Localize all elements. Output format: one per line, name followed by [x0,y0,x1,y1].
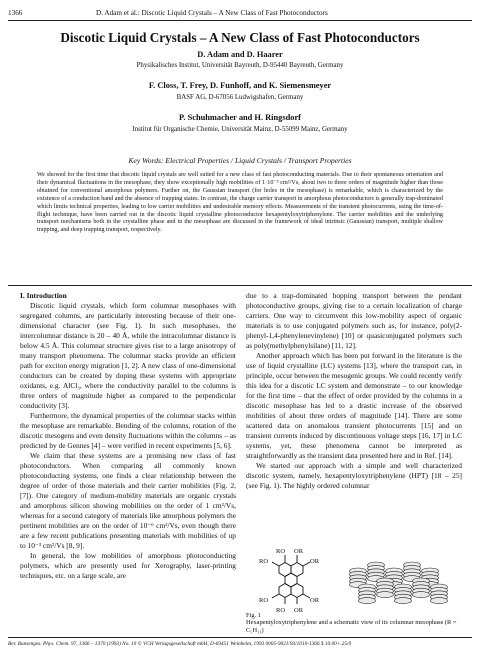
substituent-label: RO [276,548,286,555]
running-header [8,7,472,21]
columnar-mesophase-schematic [350,562,448,604]
author-group-1: D. Adam and D. Haarer [197,50,283,59]
affiliation-1: Physikalisches Institut, Universität Bayreuth, D-95440 Bayreuth, Germany [136,62,344,69]
section-heading: I. Introduction [20,291,67,300]
right-column [246,291,462,537]
journal-footer [8,641,472,647]
figure-label: Fig. 1 [246,612,261,619]
affiliation-2: BASF AG, D-67056 Ludwigshafen, Germany [176,94,304,101]
triphenylene-molecule [272,555,310,604]
figure-graphic [246,541,462,616]
paragraph: We started our approach with a simple and well characterized discotic system, namely, hexapentyloxytriphenylene (HPT) [18 – 25] (see Fig. 1). The highly ordered columnar [246,461,462,490]
left-column [20,291,236,581]
disc-mesogen [431,598,448,604]
paragraph: We claim that these systems are a promising new class of fast photoconductors. When comparing all commonly known photoconducting systems, one finds a clear relationship between the degree of order of those materials and their carrier mobilities (Fig. 2, [7]). One category of medium-mobility materials are organic crystals and amorphous silicon showing mobilities on the order of 1 cm²/Vs, whereas for a second category of materials like amorphous polymers the pertinent mobilities are on the order of 10⁻⁶ cm²/Vs, even though there are a few recent publications presenting materials with mobilities of up to 10⁻³ cm²/Vs [8, 9]. [20,451,236,550]
author-group-3: P. Schuhmacher and H. Ringsdorf [179,113,301,122]
substituent-label: OR [310,558,320,565]
section-divider [8,285,472,286]
paragraph: In general, the low mobilities of amorphous photoconducting polymers, which are presently used for Xerography, laser-printing techniques, etc. on a large scale, are [20,551,236,580]
affiliation-3: Institut für Organische Chemie, Universität Mainz, D-55099 Mainz, Germany [132,126,348,133]
substituent-label: OR [310,597,320,604]
page-number: 1366 [8,9,23,17]
running-title: D. Adam et al.: Discotic Liquid Crystals – A New Class of Fast Photoconductors [96,9,328,17]
substituent-label: RO [259,558,269,565]
header-rule [8,20,472,21]
footer-rule [8,637,472,638]
article-title: Discotic Liquid Crystals – A New Class of Fast Photoconductors [60,30,420,45]
abstract: We showed for the first time that discotic liquid crystals are well suited for a new class of fast photoconducting materials. Due to their spontaneous orientation and their dynamical fluctuations in the mesophase, they show exceptionally high mobilities of 1·10⁻³ cm²/Vs, about two to three orders of magnitude higher than those obtained for conventional amorphous polymers. Further on, the Gaussian transport (for holes in the mesophase) is remarkable, which is characterized by the existence of a conduction band and the absence of trapping states. In contrast, the charge carrier transport in amorphous photoconductors is generally trap-dominated which limits technical properties, leading to low carrier mobilities and undesirable memory effects. Measurements of the transient photocurrents, using the time-of-flight technique, have been carried out in the discotic liquid crystalline photoconductor hexapentyloxytriphenylene. The carrier mobilities and the underlying transport mechanisms both in the crystalline phase and in the mesophase are discussed in the framework of ideal intrinsic (Gaussian) transport, multiple shallow trapping, and deep trapping transport, respectively. [37,172,443,234]
figure-1 [246,541,462,616]
author-group-2: F. Closs, T. Frey, D. Funhoff, and K. Siemensmeyer [148,81,332,90]
figure-caption [246,612,466,634]
disc-mesogen [377,592,394,598]
keywords: Key Words: Electrical Properties / Liquid Crystals / Transport Properties [128,156,352,165]
paragraph: Furthermore, the dynamical properties of the columnar stacks within the mesophase are remarkable. Bending of the columns, rotation of the discotic mesogens and even density fluctuations within the columns – as predicted by de Gennes [4] – were verified in recent experiments [5, 6]. [20,411,236,450]
substituent-label: RO [276,607,286,614]
substituent-label: OR [294,607,304,614]
paragraph: due to a trap-dominated hopping transport between the pendant photoconductive groups, giving rise to a certain localization of charge carriers. One way to circumvent this low-mobility aspect of organic materials is to use conjugated polymers such as, for instance, poly(2-phenyl-1,4-phenylenevinylene) [10] or quasiconjugated polymers such as poly(methylphenylsilane) [11, 12]. [246,291,462,350]
paragraph: Discotic liquid crystals, which form columnar mesophases with segregated columns, are particularly interesting because of their one-dimensional character (see Fig. 1). In such mesophases, the intercolumnar distance is 20 – 40 Å, while the intracolumnar distance is below 4.5 Å. This columnar structure gives rise to a large anisotropy of many transport phenomena. The columnar stacks provide an efficient path for exciton energy migration [1, 2]. A new class of one-dimensional conductors can be created by doping these systems with appropriate oxidants, e.g. AlCl₃, where the conductivity parallel to the columns is three orders of magnitude higher as compared to the perpendicular conductivity [3]. [20,301,236,410]
footer-citation: Ber. Bunsenges. Phys. Chem. 97, 1366 – 1370 (1993) No. 10 © VCH Verlagsgesellschaft mbH, D-69451 Weinheim, 1993 0005-9021/93/1010-1366 $ 10.00+.25/0 [8,641,352,647]
substituent-label: RO [259,597,269,604]
substituent-label: OR [294,548,304,555]
disc-mesogen [413,592,430,598]
figure-caption-text: Hexapentyloxytriphenylene and a schematic view of its columnar mesophase (R = C₅H₁₁) [246,619,457,634]
disc-mesogen [359,598,376,604]
disc-mesogen [395,598,412,604]
paragraph: Another approach which has been put forward in the literature is the use of liquid crystalline (LC) systems [13], where the transport can, in principle, occur between the mesogenic groups. We could recently verify this idea for a discotic LC system and demonstrate – to our knowledge for the first time – that the effect of order provided by the columns in a discotic mesophase has led to a drastic increase of the observed mobilities of about three orders of magnitude [14]. There are some scattered data on anomalous transient photocurrents [15] and on transient currents induced by discontinuous voltage steps [16, 17] in LC systems, yet, these phenomena cannot be interpreted as straightforwardly as the transient data presented here and in Ref. [14]. [246,351,462,460]
